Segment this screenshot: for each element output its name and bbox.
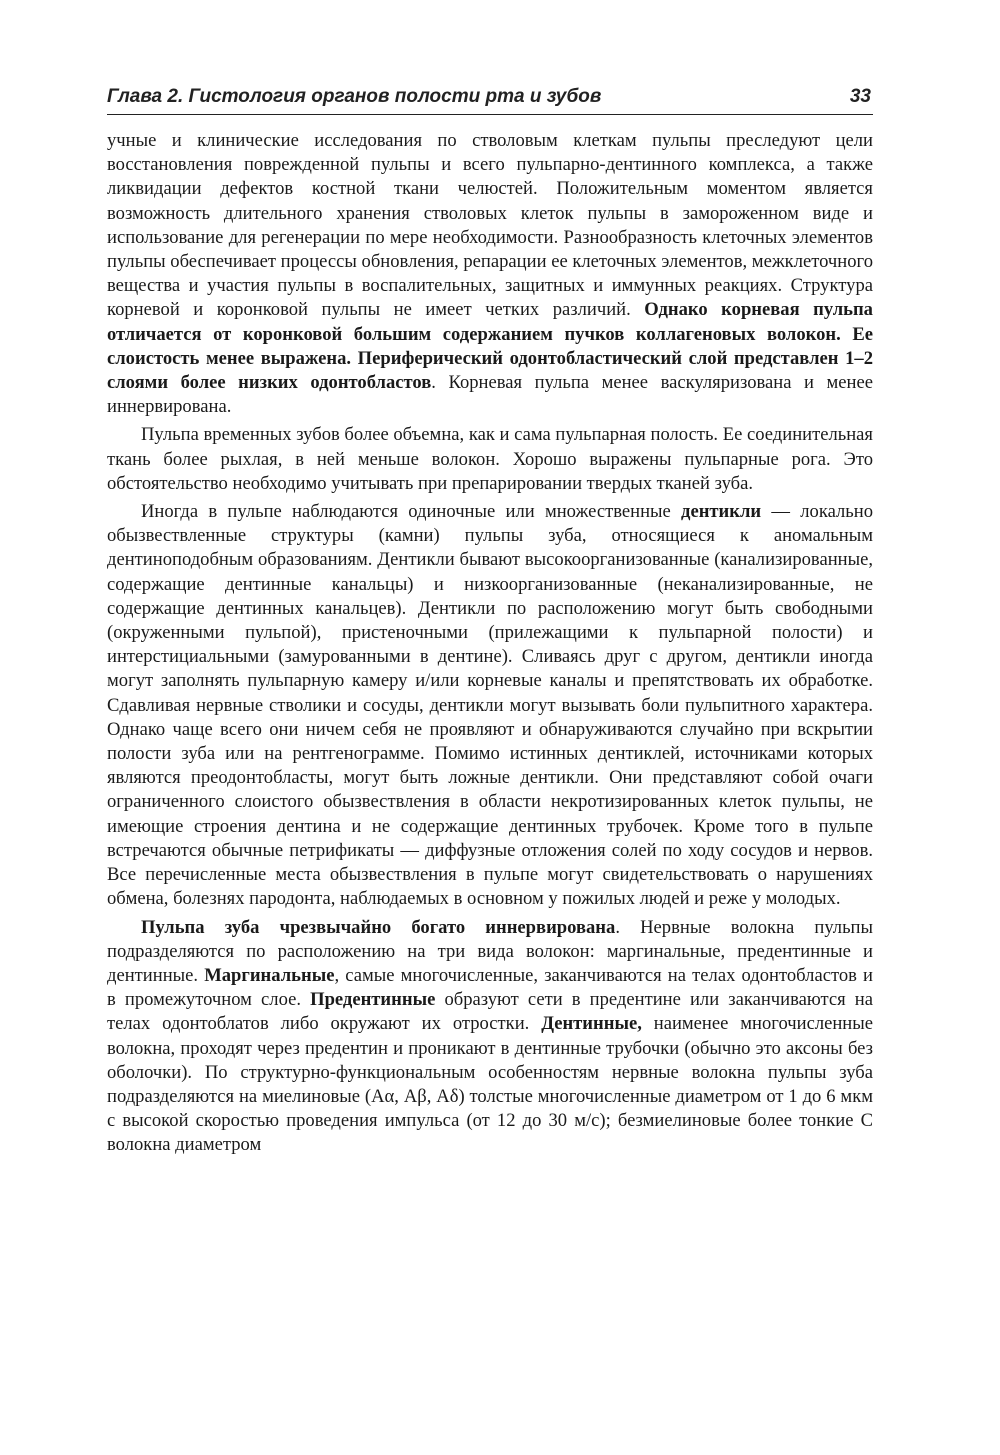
document-page xyxy=(107,84,873,1162)
text-run: Иногда в пульпе наблюдаются одиночные или множественные xyxy=(141,501,682,523)
bold-run: дентикли xyxy=(681,501,762,523)
paragraph-3 xyxy=(107,500,873,911)
text-run: , самые многочисленные, заканчиваются на телах одонтобластов и в промежуточном слое. xyxy=(107,964,874,1011)
bold-run: Пульпа зуба чрезвычайно богато иннервирована xyxy=(141,916,616,938)
chapter-title: Глава 2. Гистология органов полости рта и зубов xyxy=(107,86,602,107)
text-run: учные и клинические исследования по стволовым клеткам пульпы преследуют цели восстановления поврежденной пульпы и всего пульпарно-дентинного комплекса, а также ликвидации дефектов костной ткани челюстей. Положительным моментом является возможность длительного хранения стволовых клеток пульпы в замороженном виде и использование для регенерации по мере необходимости. Разнообразность клеточных элементов пульпы обеспечивает процессы обновления, репарации ее клеточных элементов, межклеточного вещества и участия пульпы в воспалительных, защитных и иммунных реакциях. Структура корневой и коронковой пульпы не имеет четких различий. xyxy=(107,130,873,321)
bold-run: Дентинные, xyxy=(541,1013,642,1035)
paragraph-4 xyxy=(107,916,873,1158)
page-number: 33 xyxy=(849,86,871,107)
running-header xyxy=(107,84,873,115)
bold-run: Предентинные xyxy=(310,989,436,1011)
paragraph-1 xyxy=(107,129,873,419)
bold-run: Маргинальные xyxy=(204,964,335,986)
text-run: . Корневая пульпа менее васкуляризована и менее иннервирована. xyxy=(107,372,873,418)
paragraph-2 xyxy=(107,423,873,496)
text-run: . Нервные волокна пульпы подразделяются по расположению на три вида волокон: маргинальные, предентинные и дентинные. xyxy=(107,916,874,986)
text-run: образуют сети в предентине или заканчиваются на телах одонтоблатов либо окружают их отростки. xyxy=(107,989,873,1035)
text-run: наименее многочисленные волокна, проходят через предентин и проникают в дентинные трубочки (обычно это аксоны без оболочки). По структурно-функциональным особенностям нервные волокна пульпы зуба подразделяются на миелиновые (Aα, Aβ, Aδ) толстые многочисленные диаметром от 1 до 6 мкм с высокой скоростью проведения импульса (от 12 до 30 м/с); безмиелиновые более тонкие С волокна диаметром xyxy=(107,1013,873,1156)
text-run: — локально обызвествленные структуры (камни) пульпы зуба, относящиеся к аномальным дентиноподобным образованиям. Дентикли бывают высокоорганизованные (канализированные, содержащие дентинные канальцы) и низкоорганизованные (неканализированные, не содержащие дентинных канальцев). Дентикли по расположению могут быть свободными (окруженными пульпой), пристеночными (прилежащими к пульпарной полости) и интерстициальными (замурованными в дентине). Сливаясь друг с другом, дентикли иногда могут заполнять пульпарную камеру и/или корневые каналы и препятствовать их обработке. Сдавливая нервные стволики и сосуды, дентикли могут вызывать боли пульпитного характера. Однако чаще всего они ничем себя не проявляют и обнаруживаются случайно при вскрытии полости зуба или на рентгенограмме. Помимо истинных дентиклей, источниками которых являются преодонтобласты, могут быть ложные дентикли. Они представляют собой очаги ограниченного слоистого обызвествления в области некротизированных клеток пульпы, не имеющие строения дентина и не содержащие дентинных трубочек. Кроме того в пульпе встречаются обычные петрификаты — диффузные отложения солей по ходу сосудов и нервов. Все перечисленные места обызвествления в пульпе могут свидетельствовать о нарушениях обмена, болезнях пародонта, наблюдаемых в основном у пожилых людей и реже у молодых. xyxy=(107,501,873,910)
body-text xyxy=(107,129,873,1158)
bold-run: Однако корневая пульпа отличается от коронковой большим содержанием пучков коллагеновых волокон. Ее слоистость менее выражена. Периферический одонтобластический слой представлен 1–2 слоями более низких одонтобластов xyxy=(107,299,873,394)
text-run: Пульпа временных зубов более объемна, как и сама пульпарная полость. Ее соединительная ткань более рыхлая, в ней меньше волокон. Хорошо выражены пульпарные рога. Это обстоятельство необходимо учитывать при препарировании твердых тканей зуба. xyxy=(107,424,873,494)
